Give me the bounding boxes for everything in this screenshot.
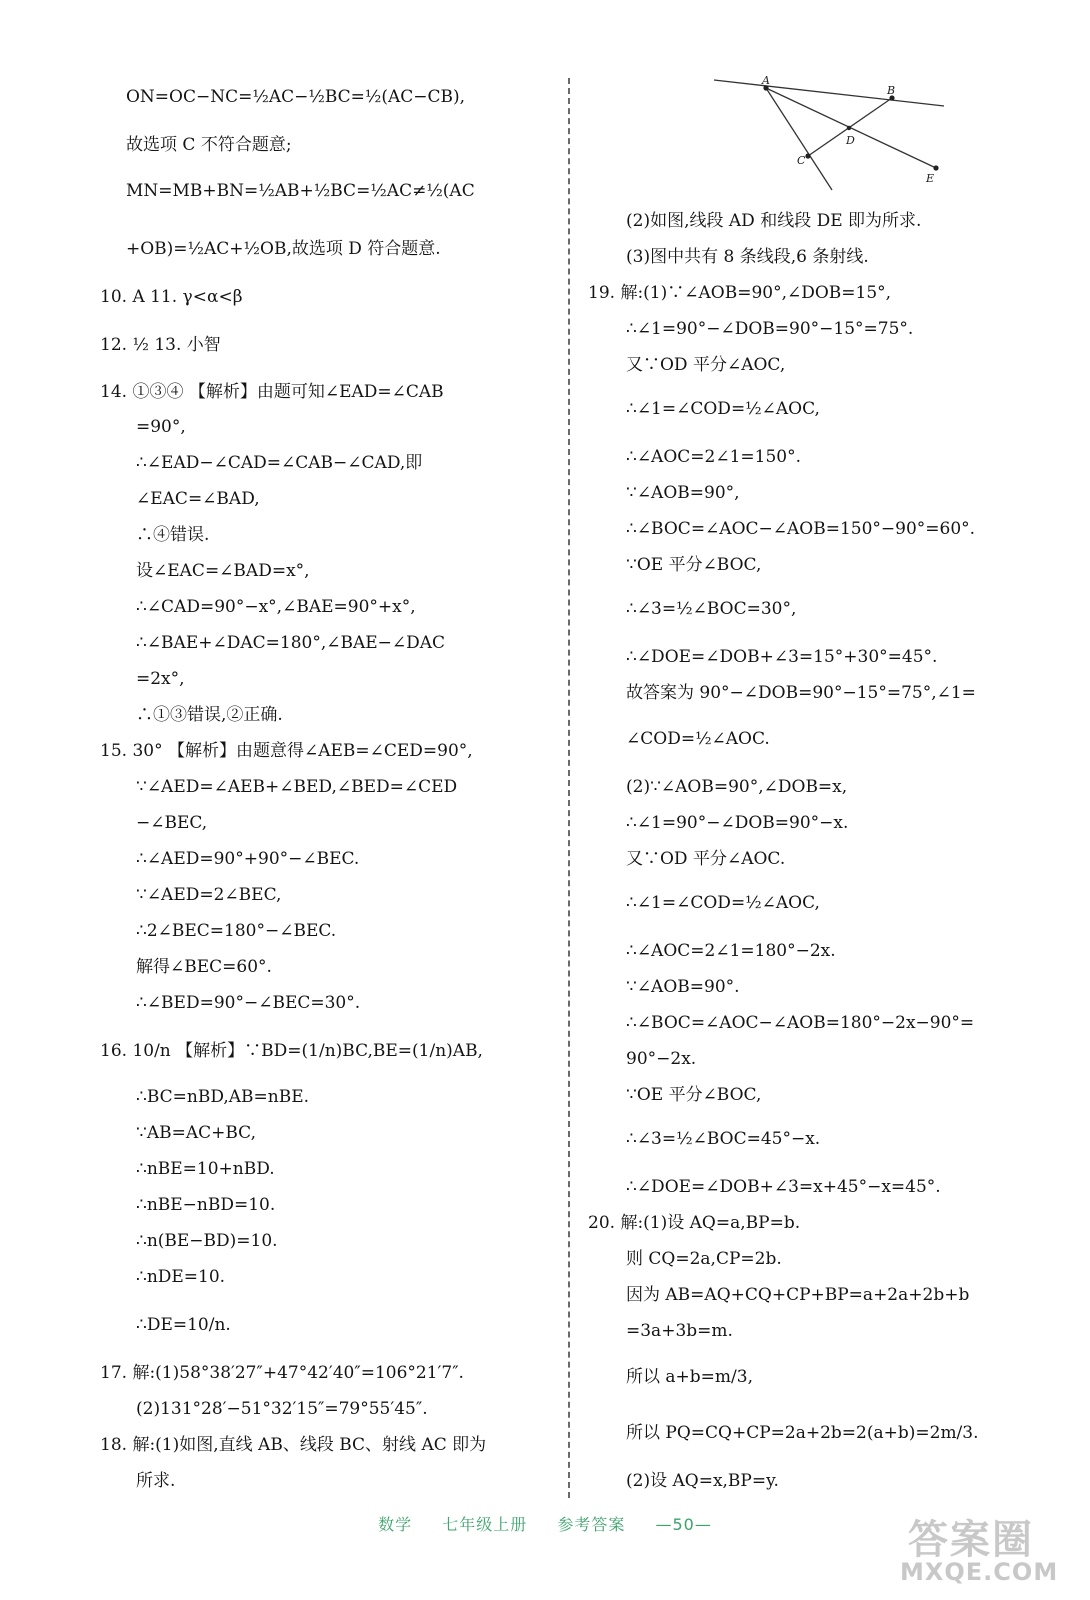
answer-line: ∴∠AOC=2∠1=150°. bbox=[626, 447, 801, 467]
answer-line: ∴n(BE−BD)=10. bbox=[136, 1231, 278, 1251]
answer-line: ∴∠BAE+∠DAC=180°,∠BAE−∠DAC bbox=[136, 633, 446, 653]
answer-line: ∴∠1=90°−∠DOB=90°−x. bbox=[626, 813, 849, 833]
answer-line: (2)如图,线段 AD 和线段 DE 即为所求. bbox=[626, 211, 922, 231]
answer-line: ∴∠1=∠COD=½∠AOC, bbox=[626, 399, 820, 419]
answer-line: ∵OE 平分∠BOC, bbox=[626, 1085, 762, 1105]
answer-line: +OB)=½AC+½OB,故选项 D 符合题意. bbox=[126, 239, 441, 259]
footer-section: 参考答案 bbox=[557, 1515, 626, 1534]
answer-line: 所以 PQ=CQ+CP=2a+2b=2(a+b)=2m/3. bbox=[626, 1423, 979, 1443]
answer-line: 则 CQ=2a,CP=2b. bbox=[626, 1249, 782, 1269]
answer-line: =2x°, bbox=[136, 669, 185, 689]
answer-line: 10. A 11. γ<α<β bbox=[100, 287, 243, 307]
answer-line: −∠BEC, bbox=[136, 813, 208, 833]
answer-line: ∠COD=½∠AOC. bbox=[626, 729, 770, 749]
answer-line: ∴∠AED=90°+90°−∠BEC. bbox=[136, 849, 360, 869]
label-c: C bbox=[797, 154, 806, 167]
answer-line: 18. 解:(1)如图,直线 AB、线段 BC、射线 AC 即为 bbox=[100, 1435, 487, 1455]
answer-line: 20. 解:(1)设 AQ=a,BP=b. bbox=[588, 1213, 801, 1233]
answer-line: ∵∠AED=2∠BEC, bbox=[136, 885, 282, 905]
answer-line: 19. 解:(1)∵∠AOB=90°,∠DOB=15°, bbox=[588, 283, 892, 303]
answer-line: ∴∠CAD=90°−x°,∠BAE=90°+x°, bbox=[136, 597, 416, 617]
answer-line: ∴①③错误,②正确. bbox=[136, 705, 283, 725]
answer-line: ∵OE 平分∠BOC, bbox=[626, 555, 762, 575]
label-e: E bbox=[926, 172, 935, 185]
answer-line: (3)图中共有 8 条线段,6 条射线. bbox=[626, 247, 869, 267]
answer-line: 17. 解:(1)58°38′27″+47°42′40″=106°21′7″. bbox=[100, 1363, 464, 1383]
answer-line: ∴nBE=10+nBD. bbox=[136, 1159, 275, 1179]
page-number: —50— bbox=[655, 1515, 712, 1534]
footer-subject: 数学 bbox=[378, 1515, 413, 1534]
point-c bbox=[805, 153, 810, 158]
answer-line: ∴∠1=90°−∠DOB=90°−15°=75°. bbox=[626, 319, 914, 339]
answer-line: ∵∠AOB=90°, bbox=[626, 483, 740, 503]
answer-line: 又∵OD 平分∠AOC. bbox=[626, 849, 786, 869]
column-divider bbox=[568, 78, 570, 1498]
answer-line: ∵AB=AC+BC, bbox=[136, 1123, 256, 1143]
answer-line: (2)131°28′−51°32′15″=79°55′45″. bbox=[136, 1399, 428, 1419]
answer-line: 所求. bbox=[136, 1471, 176, 1491]
answer-line: 解得∠BEC=60°. bbox=[136, 957, 272, 977]
answer-line: 12. ½ 13. 小智 bbox=[100, 335, 221, 355]
answer-line: ∴nBE−nBD=10. bbox=[136, 1195, 276, 1215]
answer-line: 15. 30° 【解析】由题意得∠AEB=∠CED=90°, bbox=[100, 741, 473, 761]
answer-line: ∴∠3=½∠BOC=45°−x. bbox=[626, 1129, 821, 1149]
label-b: B bbox=[887, 84, 896, 97]
label-d: D bbox=[846, 134, 855, 147]
answer-line: ∴∠AOC=2∠1=180°−2x. bbox=[626, 941, 836, 961]
answer-line: ∴∠DOE=∠DOB+∠3=x+45°−x=45°. bbox=[626, 1177, 941, 1197]
line-ab bbox=[714, 80, 944, 106]
answer-line: ∴∠1=∠COD=½∠AOC, bbox=[626, 893, 820, 913]
answer-line: ∵∠AOB=90°. bbox=[626, 977, 740, 997]
label-a: A bbox=[762, 74, 770, 87]
answer-line: MN=MB+BN=½AB+½BC=½AC≠½(AC bbox=[126, 181, 475, 201]
answer-line: 14. ①③④ 【解析】由题可知∠EAD=∠CAB bbox=[100, 382, 444, 402]
point-d bbox=[847, 126, 851, 130]
answer-line: (2)∵∠AOB=90°,∠DOB=x, bbox=[626, 777, 848, 797]
answer-line: ON=OC−NC=½AC−½BC=½(AC−CB), bbox=[126, 87, 466, 107]
answer-line: ∴∠DOE=∠DOB+∠3=15°+30°=45°. bbox=[626, 647, 938, 667]
answer-line: 因为 AB=AQ+CQ+CP+BP=a+2a+2b+b bbox=[626, 1285, 970, 1305]
answer-line: ∴∠BOC=∠AOC−∠AOB=180°−2x−90°= bbox=[626, 1013, 975, 1033]
answer-line: ∴④错误. bbox=[136, 525, 210, 545]
watermark bbox=[900, 1508, 1080, 1590]
answer-line: 16. 10/n 【解析】∵BD=(1/n)BC,BE=(1/n)AB, bbox=[100, 1041, 483, 1061]
watermark-text: 答案圈 bbox=[908, 1517, 1034, 1563]
answer-line: ∴BC=nBD,AB=nBE. bbox=[136, 1087, 310, 1107]
answer-line: 故答案为 90°−∠DOB=90°−15°=75°,∠1= bbox=[626, 683, 976, 703]
answer-line: 设∠EAC=∠BAD=x°, bbox=[136, 561, 310, 581]
answer-line: ∴∠BED=90°−∠BEC=30°. bbox=[136, 993, 361, 1013]
answer-line: ∵∠AED=∠AEB+∠BED,∠BED=∠CED bbox=[136, 777, 458, 797]
answer-line: ∴∠BOC=∠AOC−∠AOB=150°−90°=60°. bbox=[626, 519, 976, 539]
answer-line: (2)设 AQ=x,BP=y. bbox=[626, 1471, 779, 1491]
answer-line: ∠EAC=∠BAD, bbox=[136, 489, 260, 509]
answer-line: ∴∠EAD−∠CAD=∠CAB−∠CAD,即 bbox=[136, 453, 423, 473]
answer-line: ∴nDE=10. bbox=[136, 1267, 226, 1287]
answer-line: 故选项 C 不符合题意; bbox=[126, 135, 292, 155]
answer-line: 又∵OD 平分∠AOC, bbox=[626, 355, 786, 375]
geometry-figure bbox=[700, 72, 960, 202]
point-e bbox=[933, 165, 938, 170]
answer-line: 90°−2x. bbox=[626, 1049, 697, 1069]
answer-line: =90°, bbox=[136, 417, 186, 437]
footer-grade: 七年级上册 bbox=[442, 1515, 528, 1534]
answer-line: ∴2∠BEC=180°−∠BEC. bbox=[136, 921, 337, 941]
answer-line: 所以 a+b=m/3, bbox=[626, 1367, 753, 1387]
answer-line: ∴DE=10/n. bbox=[136, 1315, 231, 1335]
watermark-url: MXQE.COM bbox=[900, 1558, 1059, 1586]
answer-line: ∴∠3=½∠BOC=30°, bbox=[626, 599, 797, 619]
answer-line: =3a+3b=m. bbox=[626, 1321, 733, 1341]
